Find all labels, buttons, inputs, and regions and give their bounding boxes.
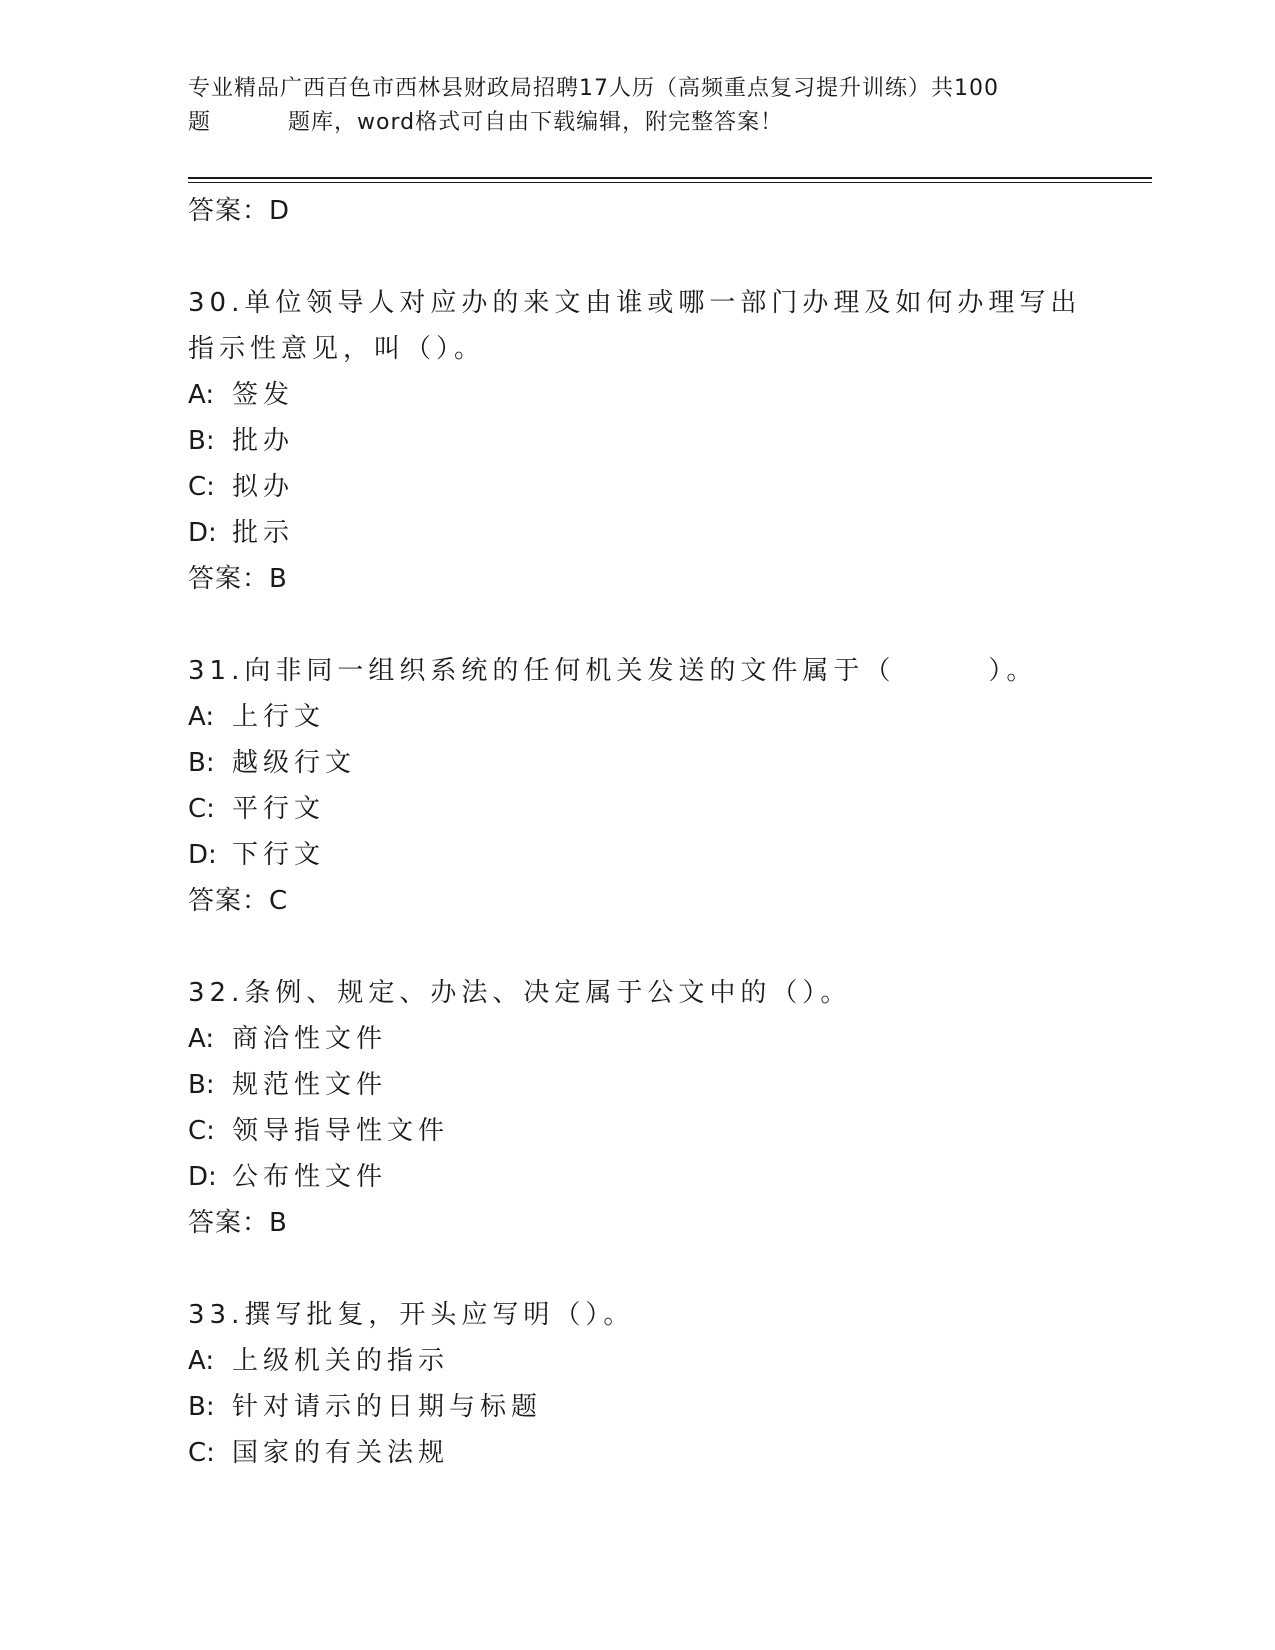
option-b	[188, 418, 1108, 464]
option-text: 商洽性文件	[232, 1024, 388, 1054]
option-a	[188, 372, 1108, 418]
question-text: 33.撰写批复，开头应写明（）。	[188, 1300, 635, 1330]
option-text: 规范性文件	[232, 1070, 388, 1100]
option-d	[188, 832, 1108, 878]
page-header	[188, 72, 1068, 140]
option-c	[188, 1108, 1108, 1154]
answer-line: 答案：B	[188, 1208, 288, 1238]
option-b	[188, 1384, 1108, 1430]
header-line-2-rest: 题库，word格式可自由下载编辑，附完整答案！	[288, 110, 784, 135]
answer-line: 答案：B	[188, 564, 288, 594]
option-key: C:	[188, 1116, 215, 1146]
option-text: 拟办	[232, 472, 295, 502]
option-key: C:	[188, 794, 215, 824]
header-line-2-lead: 题	[188, 110, 212, 135]
option-c	[188, 464, 1108, 510]
option-d	[188, 510, 1108, 556]
option-b	[188, 1062, 1108, 1108]
option-key: A:	[188, 702, 215, 732]
question-33	[188, 1292, 1108, 1476]
option-text: 上级机关的指示	[232, 1346, 450, 1376]
question-text: 30.单位领导人对应办的来文由谁或哪一部门办理及如何办理写出指示性意见，叫（）。	[188, 288, 1082, 364]
option-text: 越级行文	[232, 748, 357, 778]
option-key: C:	[188, 1438, 215, 1468]
option-a	[188, 1338, 1108, 1384]
answer-line: 答案：C	[188, 886, 289, 916]
option-text: 国家的有关法规	[232, 1438, 450, 1468]
option-key: A:	[188, 1024, 215, 1054]
option-key: A:	[188, 1346, 215, 1376]
option-text: 领导指导性文件	[232, 1116, 450, 1146]
option-key: B:	[188, 748, 215, 778]
question-30	[188, 280, 1108, 602]
option-text: 公布性文件	[232, 1162, 388, 1192]
question-list	[188, 188, 1108, 1476]
option-key: A:	[188, 380, 215, 410]
option-text: 下行文	[232, 840, 326, 870]
header-line-2	[188, 106, 1068, 140]
option-text: 签发	[232, 380, 295, 410]
option-text: 针对请示的日期与标题	[232, 1392, 543, 1422]
option-key: B:	[188, 1070, 215, 1100]
option-c	[188, 786, 1108, 832]
header-divider-thin	[188, 182, 1152, 183]
question-text: 32.条例、规定、办法、决定属于公文中的（）。	[188, 978, 852, 1008]
option-key: D:	[188, 1162, 217, 1192]
option-key: D:	[188, 518, 217, 548]
question-text: 31.向非同一组织系统的任何机关发送的文件属于（ ）。	[188, 656, 1038, 686]
option-a	[188, 1016, 1108, 1062]
option-key: C:	[188, 472, 215, 502]
option-text: 上行文	[232, 702, 326, 732]
question-31	[188, 648, 1108, 924]
option-a	[188, 694, 1108, 740]
option-text: 批办	[232, 426, 295, 456]
answer-line: 答案：D	[188, 196, 291, 226]
option-text: 批示	[232, 518, 295, 548]
option-c	[188, 1430, 1108, 1476]
option-key: B:	[188, 1392, 215, 1422]
option-key: D:	[188, 840, 217, 870]
option-b	[188, 740, 1108, 786]
header-line-1: 专业精品广西百色市西林县财政局招聘17人历（高频重点复习提升训练）共100	[188, 76, 999, 101]
option-text: 平行文	[232, 794, 326, 824]
option-key: B:	[188, 426, 215, 456]
header-divider-thick	[188, 177, 1152, 179]
option-d	[188, 1154, 1108, 1200]
question-32	[188, 970, 1108, 1246]
